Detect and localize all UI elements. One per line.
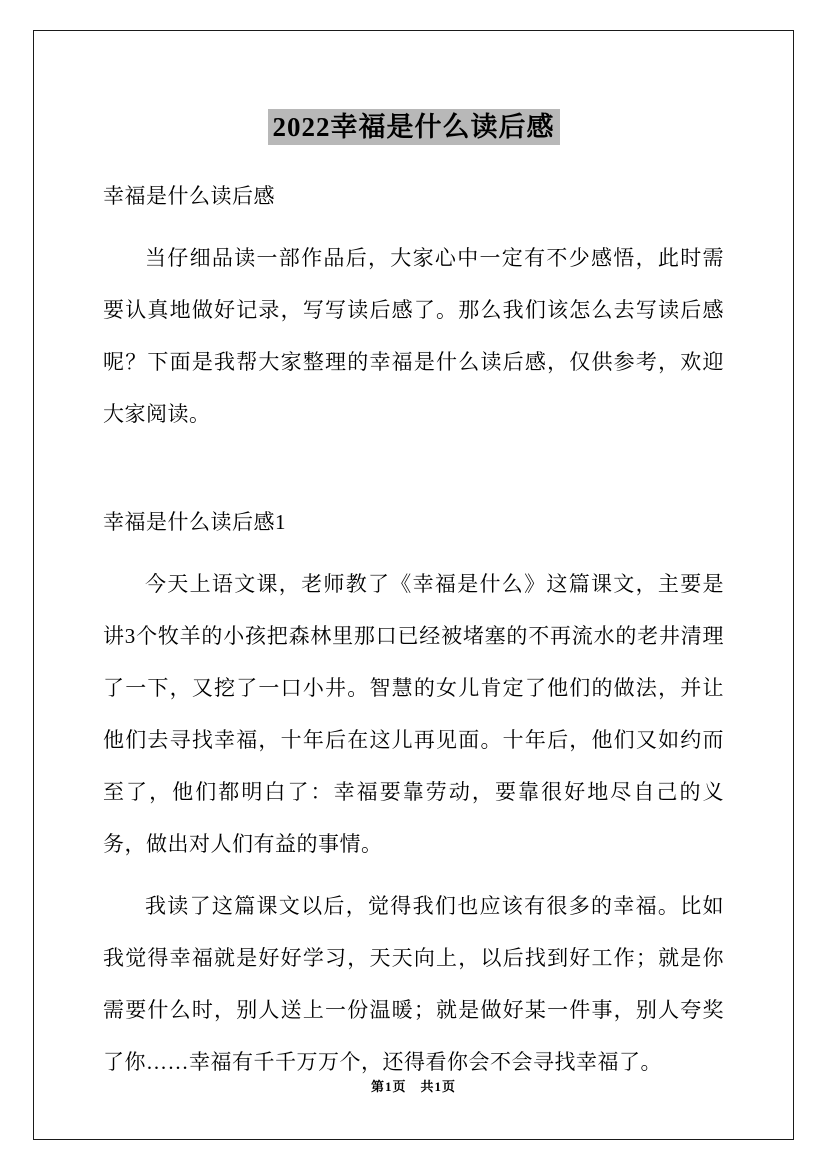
paragraph-section-heading: 幸福是什么读后感1 (103, 510, 286, 534)
page-footer (34, 1076, 793, 1095)
document-title (103, 105, 724, 144)
page-total-label: 共1页 (420, 1079, 457, 1094)
paragraph-body-2: 我读了这篇课文以后，觉得我们也应该有很多的幸福。比如我觉得幸福就是好好学习，天天向上，以后找到好工作；就是你需要什么时，别人送上一份温暖；就是做好某一件事，别人夸奖了你……幸福有千千万万个，还得看你会不会寻找幸福了。 (103, 894, 724, 1074)
paragraph-subtitle: 幸福是什么读后感 (103, 184, 275, 208)
page-number-label: 第1页 (370, 1079, 407, 1094)
document-content (103, 31, 724, 1088)
title-highlight: 2022幸福是什么读后感 (268, 109, 560, 145)
page-border (33, 30, 794, 1140)
paragraph-intro: 当仔细品读一部作品后，大家心中一定有不少感悟，此时需要认真地做好记录，写写读后感了。那么我们该怎么去写读后感呢？下面是我帮大家整理的幸福是什么读后感，仅供参考，欢迎大家阅读。 (103, 246, 724, 426)
paragraph-body-1: 今天上语文课，老师教了《幸福是什么》这篇课文，主要是讲3个牧羊的小孩把森林里那口已经被堵塞的不再流水的老井清理了一下，又挖了一口小井。智慧的女儿肯定了他们的做法，并让他们去寻找幸福，十年后在这儿再见面。十年后，他们又如约而至了，他们都明白了：幸福要靠劳动，要靠很好地尽自己的义务，做出对人们有益的事情。 (103, 572, 724, 856)
